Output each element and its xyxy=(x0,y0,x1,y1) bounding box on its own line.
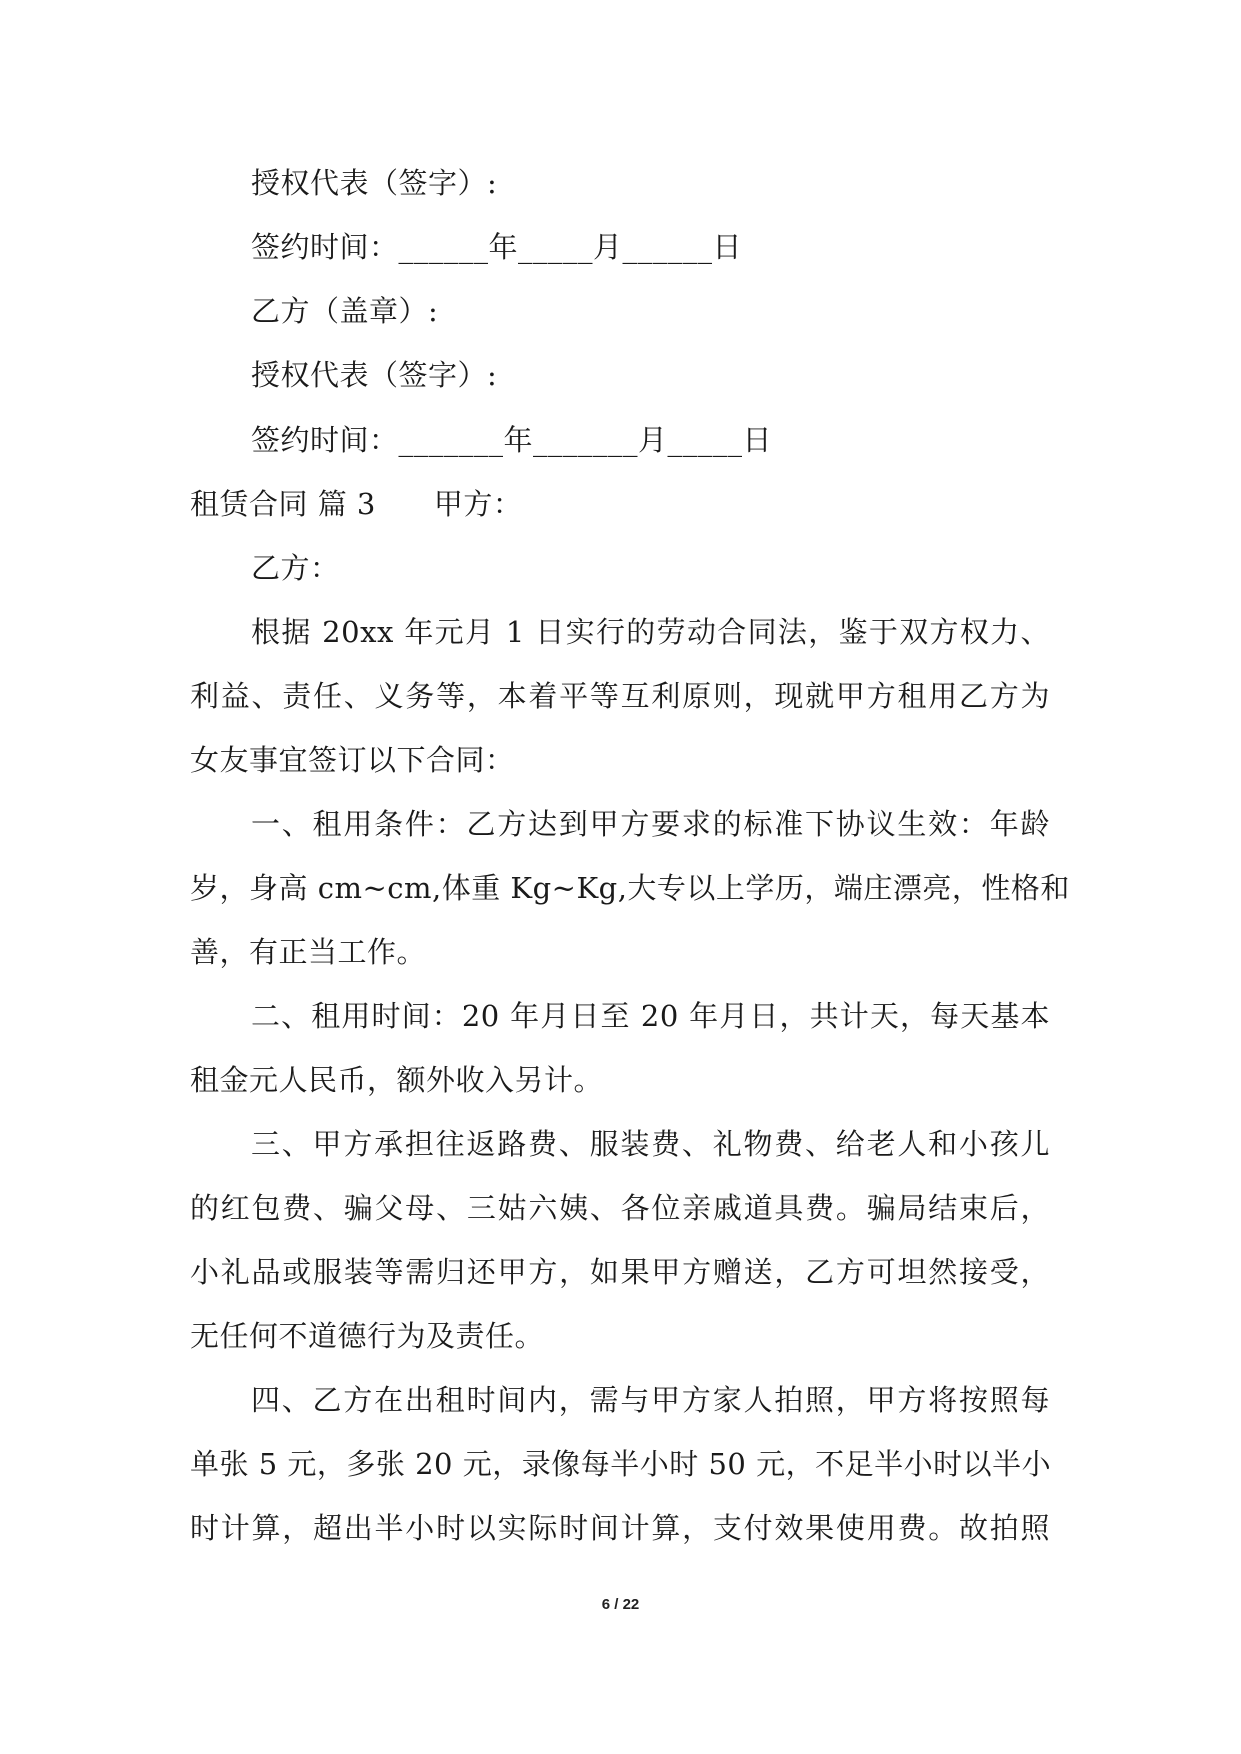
clause3-line-4: 无任何不道德行为及责任。 xyxy=(190,1319,545,1353)
party-b-sign-date-line: 签约时间：_______年_______月_____日 xyxy=(251,423,773,457)
party-a-rep-signature-line: 授权代表（签字）: xyxy=(251,166,498,200)
preamble-line-1: 根据 20xx 年元月 1 日实行的劳动合同法，鉴于双方权力、 xyxy=(251,615,1050,649)
clause3-line-2: 的红包费、骗父母、三姑六姨、各位亲戚道具费。骗局结束后， xyxy=(190,1191,1050,1225)
clause1-line-2: 岁，身高 cm~cm,体重 Kg~Kg,大专以上学历，端庄漂亮，性格和 xyxy=(190,871,1070,905)
clause2-line-2: 租金元人民币，额外收入另计。 xyxy=(190,1063,604,1097)
clause4-line-3: 时计算，超出半小时以实际时间计算，支付效果使用费。故拍照 xyxy=(190,1511,1050,1545)
clause4-line-1: 四、乙方在出租时间内，需与甲方家人拍照，甲方将按照每 xyxy=(251,1383,1050,1417)
clause4-line-2: 单张 5 元，多张 20 元，录像每半小时 50 元，不足半小时以半小 xyxy=(190,1447,1052,1481)
preamble-line-2: 利益、责任、义务等，本着平等互利原则，现就甲方租用乙方为 xyxy=(190,679,1050,713)
clause1-line-3: 善，有正当工作。 xyxy=(190,935,427,969)
party-b-seal-line: 乙方（盖章）: xyxy=(251,294,439,328)
contract-title: 租赁合同 篇 3 xyxy=(190,487,376,521)
clause3-line-3: 小礼品或服装等需归还甲方，如果甲方赠送，乙方可坦然接受， xyxy=(190,1255,1050,1289)
party-b-label: 乙方： xyxy=(251,551,340,585)
party-a-sign-date-line: 签约时间：______年_____月______日 xyxy=(251,230,743,264)
preamble-line-3: 女友事宜签订以下合同： xyxy=(190,743,515,777)
clause2-line-1: 二、租用时间：20 年月日至 20 年月日，共计天，每天基本 xyxy=(251,999,1050,1033)
contract-heading-row xyxy=(190,486,522,522)
party-b-rep-signature-line: 授权代表（签字）: xyxy=(251,358,498,392)
page-number: 6 / 22 xyxy=(601,1596,640,1613)
clause3-line-1: 三、甲方承担往返路费、服装费、礼物费、给老人和小孩儿 xyxy=(251,1127,1050,1161)
party-a-label: 甲方： xyxy=(433,487,523,521)
clause1-line-1: 一、租用条件：乙方达到甲方要求的标准下协议生效：年龄 xyxy=(251,807,1050,841)
